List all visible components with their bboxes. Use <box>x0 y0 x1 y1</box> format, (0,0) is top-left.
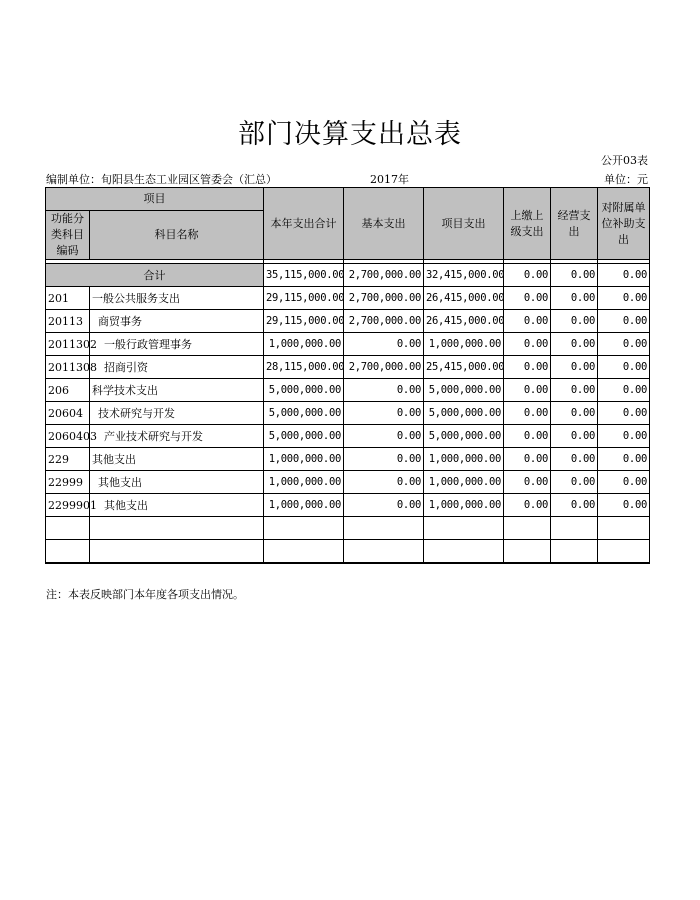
blank-row <box>46 540 650 564</box>
row-value: 0.00 <box>598 356 650 379</box>
currency-unit: 单位：元 <box>604 173 648 186</box>
row-value: 0.00 <box>504 287 551 310</box>
row-value: 0.00 <box>344 471 424 494</box>
header-operating: 经营支出 <box>551 188 598 260</box>
blank-cell <box>598 540 650 564</box>
row-value: 0.00 <box>551 402 598 425</box>
table-note: 注：本表反映部门本年度各项支出情况。 <box>46 588 244 601</box>
row-value: 1,000,000.00 <box>264 471 344 494</box>
row-value: 0.00 <box>598 448 650 471</box>
row-value: 0.00 <box>344 402 424 425</box>
row-value: 0.00 <box>551 379 598 402</box>
row-value: 0.00 <box>598 310 650 333</box>
row-value: 26,415,000.00 <box>424 287 504 310</box>
row-value: 0.00 <box>598 425 650 448</box>
blank-cell <box>424 517 504 540</box>
table-row <box>46 310 650 333</box>
expenditure-table <box>45 187 650 564</box>
row-code: 2299901 <box>46 494 90 517</box>
row-value: 0.00 <box>344 333 424 356</box>
table-row <box>46 287 650 310</box>
row-code: 2011308 <box>46 356 90 379</box>
row-name: 商贸事务 <box>90 310 264 333</box>
header-upper: 上缴上级支出 <box>504 188 551 260</box>
blank-cell <box>264 540 344 564</box>
row-value: 0.00 <box>504 402 551 425</box>
total-label: 合计 <box>46 264 264 287</box>
row-value: 2,700,000.00 <box>344 310 424 333</box>
row-value: 0.00 <box>344 425 424 448</box>
row-value: 0.00 <box>598 379 650 402</box>
row-value: 5,000,000.00 <box>264 402 344 425</box>
table-row <box>46 356 650 379</box>
total-value: 2,700,000.00 <box>344 264 424 287</box>
header-func-code: 功能分类科目编码 <box>46 211 90 260</box>
row-value: 0.00 <box>504 310 551 333</box>
table-row <box>46 333 650 356</box>
report-title: 部门决算支出总表 <box>238 119 462 150</box>
row-value: 1,000,000.00 <box>264 494 344 517</box>
row-name: 一般行政管理事务 <box>90 333 264 356</box>
row-value: 0.00 <box>598 494 650 517</box>
header-basic: 基本支出 <box>344 188 424 260</box>
blank-cell <box>504 540 551 564</box>
table-row <box>46 494 650 517</box>
row-value: 0.00 <box>551 448 598 471</box>
row-value: 5,000,000.00 <box>424 402 504 425</box>
row-value: 1,000,000.00 <box>264 333 344 356</box>
row-value: 5,000,000.00 <box>424 379 504 402</box>
row-value: 29,115,000.00 <box>264 310 344 333</box>
row-name: 产业技术研究与开发 <box>90 425 264 448</box>
blank-cell <box>424 540 504 564</box>
row-value: 1,000,000.00 <box>264 448 344 471</box>
blank-row <box>46 517 650 540</box>
row-value: 0.00 <box>551 471 598 494</box>
row-value: 2,700,000.00 <box>344 287 424 310</box>
report-year: 2017年 <box>370 173 409 186</box>
blank-cell <box>344 540 424 564</box>
row-value: 0.00 <box>551 494 598 517</box>
row-value: 5,000,000.00 <box>264 425 344 448</box>
row-value: 0.00 <box>551 310 598 333</box>
blank-cell <box>90 517 264 540</box>
compiling-unit: 编制单位：旬阳县生态工业园区管委会（汇总） <box>46 173 277 186</box>
row-value: 0.00 <box>551 356 598 379</box>
row-code: 20604 <box>46 402 90 425</box>
row-code: 22999 <box>46 471 90 494</box>
row-value: 0.00 <box>598 333 650 356</box>
row-name: 招商引资 <box>90 356 264 379</box>
row-code: 2060403 <box>46 425 90 448</box>
row-value: 29,115,000.00 <box>264 287 344 310</box>
row-code: 20113 <box>46 310 90 333</box>
row-value: 28,115,000.00 <box>264 356 344 379</box>
row-value: 0.00 <box>504 379 551 402</box>
row-value: 1,000,000.00 <box>424 494 504 517</box>
blank-cell <box>598 517 650 540</box>
row-value: 0.00 <box>504 494 551 517</box>
row-value: 0.00 <box>344 448 424 471</box>
row-value: 1,000,000.00 <box>424 448 504 471</box>
total-value: 0.00 <box>551 264 598 287</box>
row-value: 1,000,000.00 <box>424 471 504 494</box>
row-value: 0.00 <box>598 402 650 425</box>
table-row <box>46 471 650 494</box>
row-name: 科学技术支出 <box>90 379 264 402</box>
row-code: 229 <box>46 448 90 471</box>
row-value: 0.00 <box>504 471 551 494</box>
row-value: 0.00 <box>344 494 424 517</box>
total-value: 35,115,000.00 <box>264 264 344 287</box>
total-value: 0.00 <box>504 264 551 287</box>
blank-cell <box>344 517 424 540</box>
row-value: 0.00 <box>551 287 598 310</box>
report-info-line <box>46 171 648 185</box>
table-row <box>46 402 650 425</box>
row-code: 206 <box>46 379 90 402</box>
header-total: 本年支出合计 <box>264 188 344 260</box>
total-value: 0.00 <box>598 264 650 287</box>
row-value: 25,415,000.00 <box>424 356 504 379</box>
form-code: 公开03表 <box>601 154 648 167</box>
blank-cell <box>551 517 598 540</box>
row-value: 0.00 <box>504 448 551 471</box>
blank-cell <box>46 517 90 540</box>
row-value: 0.00 <box>504 425 551 448</box>
row-value: 0.00 <box>598 471 650 494</box>
total-row <box>46 264 650 287</box>
blank-cell <box>504 517 551 540</box>
table-row <box>46 425 650 448</box>
blank-cell <box>90 540 264 564</box>
blank-cell <box>46 540 90 564</box>
row-value: 0.00 <box>551 425 598 448</box>
row-value: 0.00 <box>504 356 551 379</box>
row-name: 其他支出 <box>90 494 264 517</box>
row-name: 一般公共服务支出 <box>90 287 264 310</box>
row-value: 0.00 <box>551 333 598 356</box>
row-name: 其他支出 <box>90 471 264 494</box>
total-value: 32,415,000.00 <box>424 264 504 287</box>
table-body <box>46 260 650 564</box>
row-value: 1,000,000.00 <box>424 333 504 356</box>
row-value: 0.00 <box>504 333 551 356</box>
header-subject-name: 科目名称 <box>90 211 264 260</box>
row-value: 5,000,000.00 <box>264 379 344 402</box>
row-value: 2,700,000.00 <box>344 356 424 379</box>
row-name: 其他支出 <box>90 448 264 471</box>
table-row <box>46 448 650 471</box>
row-value: 26,415,000.00 <box>424 310 504 333</box>
blank-cell <box>551 540 598 564</box>
header-project: 项目支出 <box>424 188 504 260</box>
header-subsidy: 对附属单位补助支出 <box>598 188 650 260</box>
blank-cell <box>264 517 344 540</box>
header-item: 项目 <box>46 188 264 211</box>
row-code: 2011302 <box>46 333 90 356</box>
row-name: 技术研究与开发 <box>90 402 264 425</box>
row-value: 5,000,000.00 <box>424 425 504 448</box>
row-code: 201 <box>46 287 90 310</box>
row-value: 0.00 <box>598 287 650 310</box>
row-value: 0.00 <box>344 379 424 402</box>
table-row <box>46 379 650 402</box>
